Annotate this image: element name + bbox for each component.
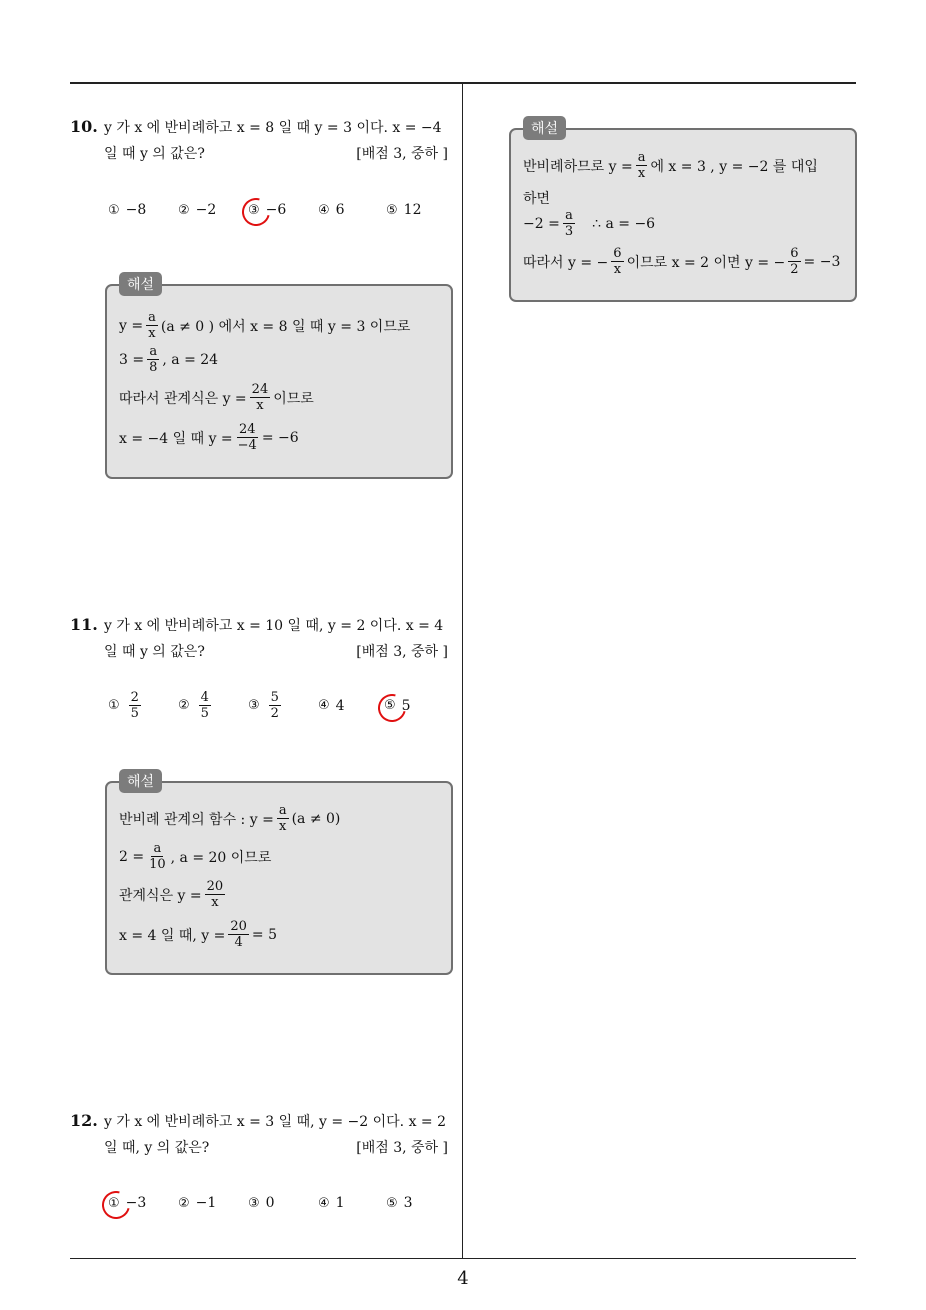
solution-box-11 (105, 774, 453, 975)
solution-line-3: 따라서 관계식은 y = $\frac{24}{x}$ 이므로 (119, 382, 314, 413)
top-rule (70, 82, 856, 84)
problem-12 (70, 1108, 456, 1161)
score-tag: [배점 3, 중하 ] (356, 1140, 448, 1156)
solution-line-4: x = −4 일 때 y = $\frac{24}{-4}$ = −6 (119, 422, 299, 453)
problem-number: 11. (70, 615, 98, 634)
choice-1[interactable]: ① $\frac{2}{5}$ (108, 690, 139, 721)
solution-box-12 (509, 121, 857, 302)
solution-tab: 해설 (119, 769, 162, 793)
solution-line-1: y = $\frac{a}{x}$ (a ≠ 0 ) 에서 x = 8 일 때 y = 3 이므로 (119, 310, 411, 341)
solution-tab: 해설 (119, 272, 162, 296)
choices-11 (108, 690, 448, 721)
problem-number: 12. (70, 1111, 98, 1130)
question-line-1: y 가 x 에 반비례하고 x = 8 일 때 y = 3 이다. x = −4 (104, 120, 442, 136)
choice-4[interactable]: ④ 4 (318, 697, 345, 714)
question-line-1: y 가 x 에 반비례하고 x = 10 일 때, y = 2 이다. x = 4 (104, 618, 444, 634)
question-line-1: y 가 x 에 반비례하고 x = 3 일 때, y = −2 이다. x = 2 (104, 1114, 447, 1130)
solution-line-4: x = 4 일 때, y = $\frac{20}{4}$ = 5 (119, 919, 278, 950)
solution-line-2: 3 = $\frac{a}{8}$ , a = 24 (119, 344, 219, 375)
bottom-rule (70, 1258, 856, 1259)
column-divider (462, 83, 463, 1258)
problem-number: 10. (70, 117, 98, 136)
choices-12 (108, 1195, 448, 1211)
solution-line-1b: 하면 (523, 191, 551, 207)
choice-3[interactable]: ③ $\frac{5}{2}$ (248, 690, 279, 721)
choice-2[interactable]: ② −1 (178, 1195, 217, 1211)
choice-1[interactable]: ① −8 (108, 202, 147, 218)
choice-5[interactable]: ⑤ 12 (386, 202, 422, 218)
question-line-2: 일 때, y 의 값은? (104, 1140, 210, 1156)
choice-3[interactable]: ③ 0 (248, 1195, 275, 1211)
solution-tab: 해설 (523, 116, 566, 140)
question-line-2: 일 때 y 의 값은? (104, 644, 205, 660)
solution-line-1: 반비례 관계의 함수 : y = $\frac{a}{x}$ (a ≠ 0) (119, 803, 341, 834)
choice-4[interactable]: ④ 6 (318, 202, 345, 218)
problem-10 (70, 114, 456, 167)
problem-11 (70, 612, 456, 665)
solution-line-2: 2 = $\frac{a}{10}$ , a = 20 이므로 (119, 841, 272, 872)
choice-5[interactable]: ⑤ 3 (386, 1195, 413, 1211)
solution-line-1: 반비례하므로 y = $\frac{a}{x}$ 에 x = 3 , y = −2 를 대입 (523, 150, 818, 181)
choice-2[interactable]: ② −2 (178, 202, 217, 218)
score-tag: [배점 3, 중하 ] (356, 644, 448, 660)
choice-3-selected[interactable]: ③ −6 (248, 202, 318, 218)
solution-line-3: 관계식은 y = $\frac{20}{x}$ (119, 879, 224, 910)
choice-5-selected[interactable]: ⑤ 5 (384, 698, 444, 714)
score-tag: [배점 3, 중하 ] (356, 146, 448, 162)
question-line-2: 일 때 y 의 값은? (104, 146, 205, 162)
choices-10 (108, 202, 448, 218)
choice-1-selected[interactable]: ① −3 (108, 1195, 178, 1211)
choice-4[interactable]: ④ 1 (318, 1195, 345, 1211)
choice-2[interactable]: ② $\frac{4}{5}$ (178, 690, 209, 721)
solution-line-3: 따라서 y = − $\frac{6}{x}$ 이므로 x = 2 이면 y = − $\frac{6}{2}$ = −3 (523, 246, 841, 277)
solution-line-2: −2 = $\frac{a}{3}$ ∴ a = −6 (523, 208, 656, 239)
solution-box-10 (105, 277, 453, 479)
page-number: 4 (457, 1268, 469, 1289)
